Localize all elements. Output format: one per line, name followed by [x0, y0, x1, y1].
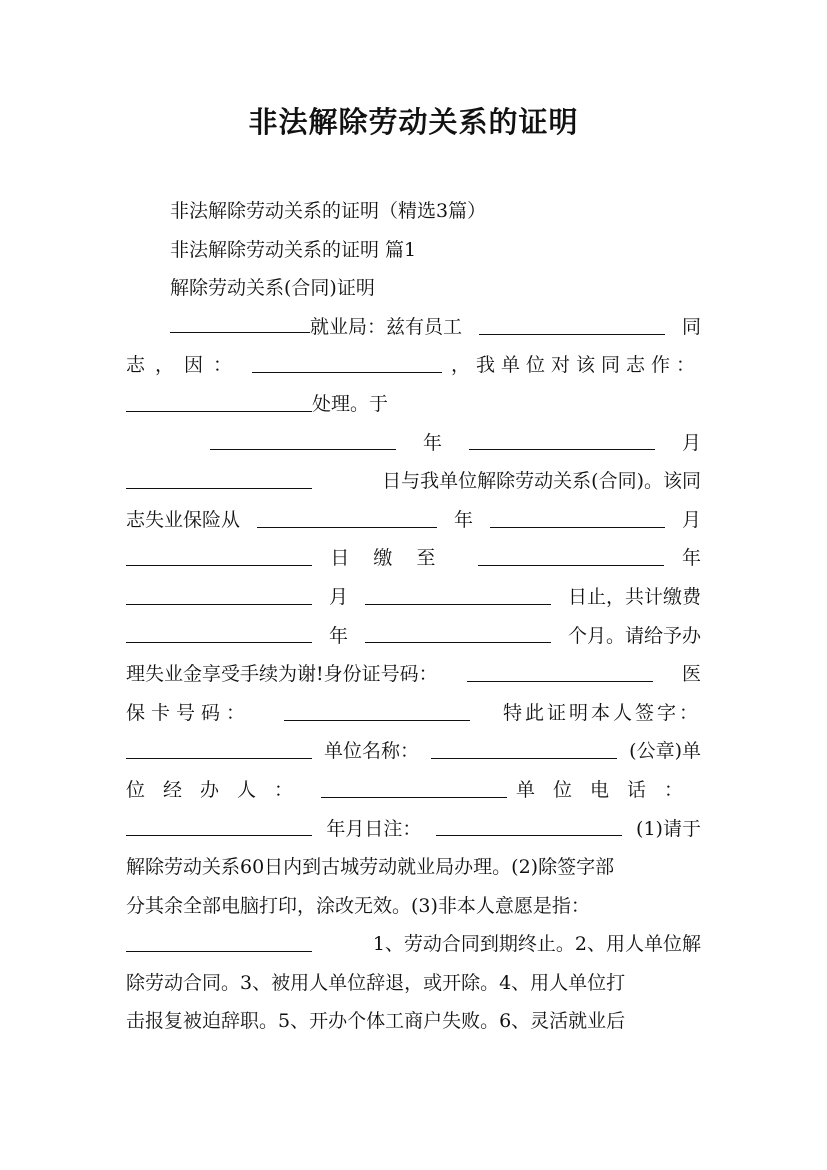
- text-fragment: ，我单位对该同志作：: [450, 354, 701, 377]
- text-fragment: 就业局：兹有员工: [310, 315, 463, 338]
- blank-field: [469, 435, 655, 450]
- text-fragment: 年: [681, 547, 701, 570]
- blank-field: [170, 318, 310, 333]
- text-fragment: 月: [328, 585, 348, 608]
- subtitle-line: 非法解除劳动关系的证明（精选3篇）: [170, 200, 487, 222]
- blank-field: [478, 551, 664, 566]
- text-fragment: 理失业金享受手续为谢!身份证号码：: [126, 663, 438, 686]
- text-fragment: 日缴至: [330, 547, 460, 570]
- blank-field: [126, 551, 312, 566]
- text-fragment: 医: [681, 663, 701, 686]
- text-fragment: 1、劳动合同到期终止。2、用人单位解: [372, 933, 701, 956]
- blank-field: [365, 628, 551, 643]
- text-fragment: 特此证明本人签字：: [502, 701, 701, 724]
- text-fragment: 单位电话：: [515, 778, 701, 801]
- text-fragment: 月: [681, 508, 701, 531]
- text-fragment: 志失业保险从: [126, 508, 241, 531]
- blank-field: [126, 474, 312, 489]
- text-fragment: 击报复被迫辞职。5、开办个体工商户失败。6、灵活就业后: [126, 1010, 626, 1033]
- text-line: [126, 346, 701, 385]
- text-fragment: 月: [681, 431, 701, 454]
- text-fragment: 处理。于: [312, 392, 389, 415]
- text-fragment: 志，因：: [126, 354, 243, 377]
- text-line: [126, 848, 701, 887]
- text-line: [126, 308, 701, 347]
- text-line: [126, 655, 701, 694]
- blank-field: [436, 821, 622, 836]
- text-line: [126, 771, 701, 810]
- text-fragment: (1)请于: [636, 817, 701, 840]
- blank-field: [210, 435, 396, 450]
- blank-field: [126, 590, 312, 605]
- text-fragment: 年: [453, 508, 473, 531]
- text-fragment: 日止，共计缴费: [567, 585, 701, 608]
- text-line: [126, 462, 701, 501]
- text-line: [126, 1002, 701, 1041]
- blank-field: [126, 821, 312, 836]
- blank-field: [490, 513, 665, 528]
- text-fragment: (公章)单: [629, 740, 701, 763]
- text-line: [126, 887, 701, 926]
- section-heading: 非法解除劳动关系的证明 篇1: [170, 238, 417, 261]
- blank-field: [431, 744, 617, 759]
- blank-field: [284, 706, 470, 721]
- text-fragment: 年: [422, 431, 442, 454]
- text-fragment: 日与我单位解除劳动关系(合同)。该同: [382, 470, 701, 493]
- document-body: [126, 192, 701, 1041]
- text-line: [126, 694, 701, 733]
- blank-field: [126, 937, 312, 952]
- blank-field: [365, 590, 551, 605]
- blank-field: [467, 667, 653, 682]
- blank-field: [257, 513, 437, 528]
- text-line: [126, 732, 701, 771]
- text-fragment: 年: [328, 624, 348, 647]
- text-fragment: 个月。请给予办: [567, 624, 701, 647]
- text-line: [126, 385, 701, 424]
- text-line: [126, 617, 701, 656]
- blank-field: [126, 628, 312, 643]
- text-fragment: 分其余全部电脑打印，涂改无效。(3)非本人意愿是指：: [126, 894, 590, 917]
- text-fragment: 位经办人：: [126, 778, 312, 801]
- blank-field: [126, 744, 312, 759]
- blank-field: [126, 397, 312, 412]
- text-line: [126, 964, 701, 1003]
- text-line: [126, 539, 701, 578]
- text-segment: [126, 308, 462, 347]
- text-line: [126, 925, 701, 964]
- text-fragment: 单位名称：: [324, 740, 420, 763]
- certificate-heading: 解除劳动关系(合同)证明: [170, 277, 375, 300]
- text-line: [126, 578, 701, 617]
- text-line: [126, 810, 701, 849]
- text-fragment: 年月日注：: [326, 817, 422, 840]
- text-line: [126, 424, 701, 463]
- text-fragment: 保卡号码：: [126, 701, 252, 724]
- blank-field: [321, 783, 507, 798]
- text-fragment: 除劳动合同。3、被用人单位辞退，或开除。4、用人单位打: [126, 971, 626, 994]
- text-fragment: 解除劳动关系60日内到古城劳动就业局办理。(2)除签字部: [126, 856, 615, 879]
- text-line: [126, 501, 701, 540]
- blank-field: [479, 320, 665, 335]
- document-title: 非法解除劳动关系的证明: [248, 105, 579, 139]
- blank-field: [252, 358, 442, 373]
- text-fragment: 同: [681, 315, 701, 338]
